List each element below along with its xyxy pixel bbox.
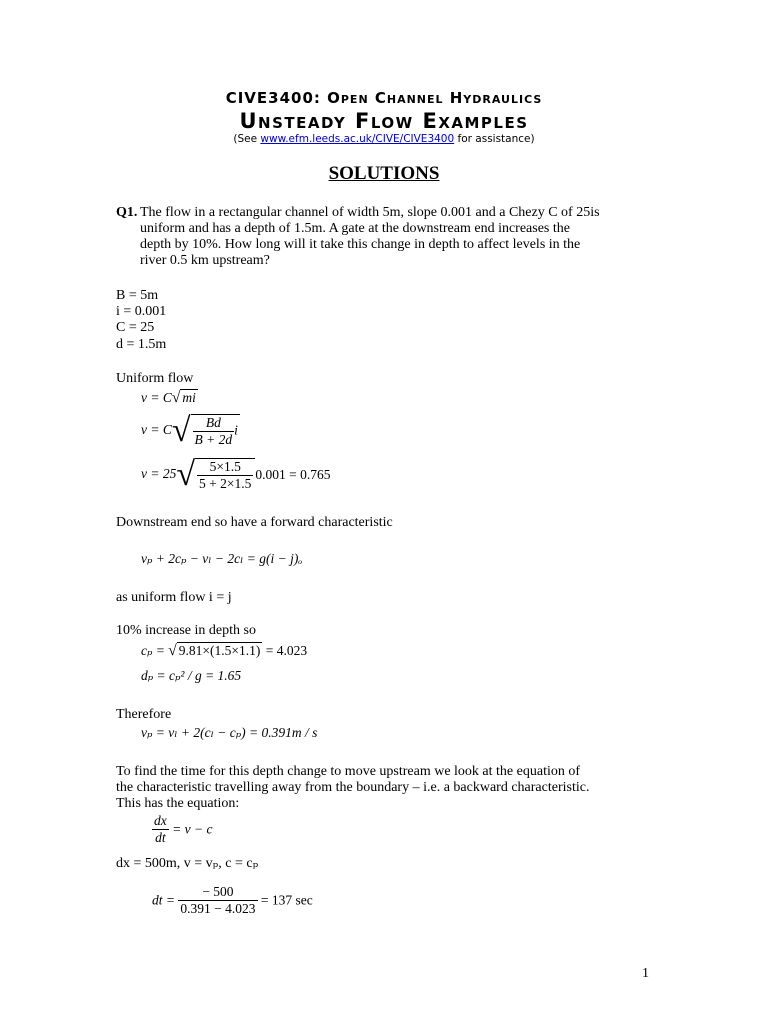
question-label: Q1. bbox=[116, 205, 138, 220]
given-chezy: C = 25 bbox=[116, 320, 155, 335]
page-number: 1 bbox=[642, 966, 649, 981]
dxdt-equation: $\frac{dx}{dt}$ = v − c bbox=[154, 813, 213, 845]
depth-increase-text: 10% increase in depth so bbox=[116, 623, 256, 638]
find-time-line-1: To find the time for this depth change to move upstream we look at the equation of bbox=[116, 764, 581, 779]
downstream-text: Downstream end so have a forward characteristic bbox=[116, 515, 393, 530]
uniform-flow-label: Uniform flow bbox=[116, 371, 194, 386]
forward-characteristic-equation: vₚ + 2cₚ − vₗ − 2cₗ = g(i − j)ₒ bbox=[141, 551, 303, 566]
velocity-equation-1: v = C√ mi bbox=[141, 389, 196, 406]
given-slope: i = 0.001 bbox=[116, 304, 167, 319]
given-width: B = 5m bbox=[116, 288, 159, 303]
velocity-equation-2: v = C√ $\frac{Bd}{B + 2d}$ i bbox=[141, 412, 238, 449]
time-equation: dt = $\frac{- 500}{0.391 - 4.023}$ = 137 sec bbox=[152, 884, 313, 916]
uniform-flow-note: as uniform flow i = j bbox=[116, 590, 232, 605]
see-prefix: (See bbox=[233, 133, 261, 145]
document-title: Unsteady Flow Examples bbox=[239, 109, 529, 133]
dp-equation: dₚ = cₚ² / g = 1.65 bbox=[141, 668, 242, 683]
see-suffix: for assistance) bbox=[454, 133, 535, 145]
question-line-4: river 0.5 km upstream? bbox=[140, 253, 270, 268]
solutions-heading: SOLUTIONS bbox=[328, 163, 440, 184]
cp-equation: cₚ = √ 9.81×(1.5×1.1) = 4.023 bbox=[141, 642, 308, 659]
find-time-line-3: This has the equation: bbox=[116, 796, 240, 811]
course-title: CIVE3400: Open Channel Hydraulics bbox=[225, 89, 543, 107]
question-line-3: depth by 10%. How long will it take this change in depth to affect levels in the bbox=[140, 237, 581, 252]
question-line-1: The flow in a rectangular channel of width 5m, slope 0.001 and a Chezy C of 25is bbox=[140, 205, 600, 220]
find-time-line-2: the characteristic travelling away from the boundary – i.e. a backward characteristic. bbox=[116, 780, 590, 795]
course-link[interactable]: www.efm.leeds.ac.uk/CIVE/CIVE3400 bbox=[260, 133, 455, 145]
velocity-equation-3: v = 25√ $\frac{5\times 1.5}{5 + 2\times 1.5}$ 0.001 = 0.765 bbox=[141, 456, 331, 493]
given-depth: d = 1.5m bbox=[116, 337, 167, 352]
therefore-text: Therefore bbox=[116, 707, 172, 722]
question-line-2: uniform and has a depth of 1.5m. A gate at the downstream end increases the bbox=[140, 221, 570, 236]
substitution-line: dx = 500m, v = vₚ, c = cₚ bbox=[116, 856, 259, 871]
assistance-note bbox=[0, 133, 768, 145]
vp-equation: vₚ = vₗ + 2(cₗ − cₚ) = 0.391m / s bbox=[141, 725, 318, 740]
